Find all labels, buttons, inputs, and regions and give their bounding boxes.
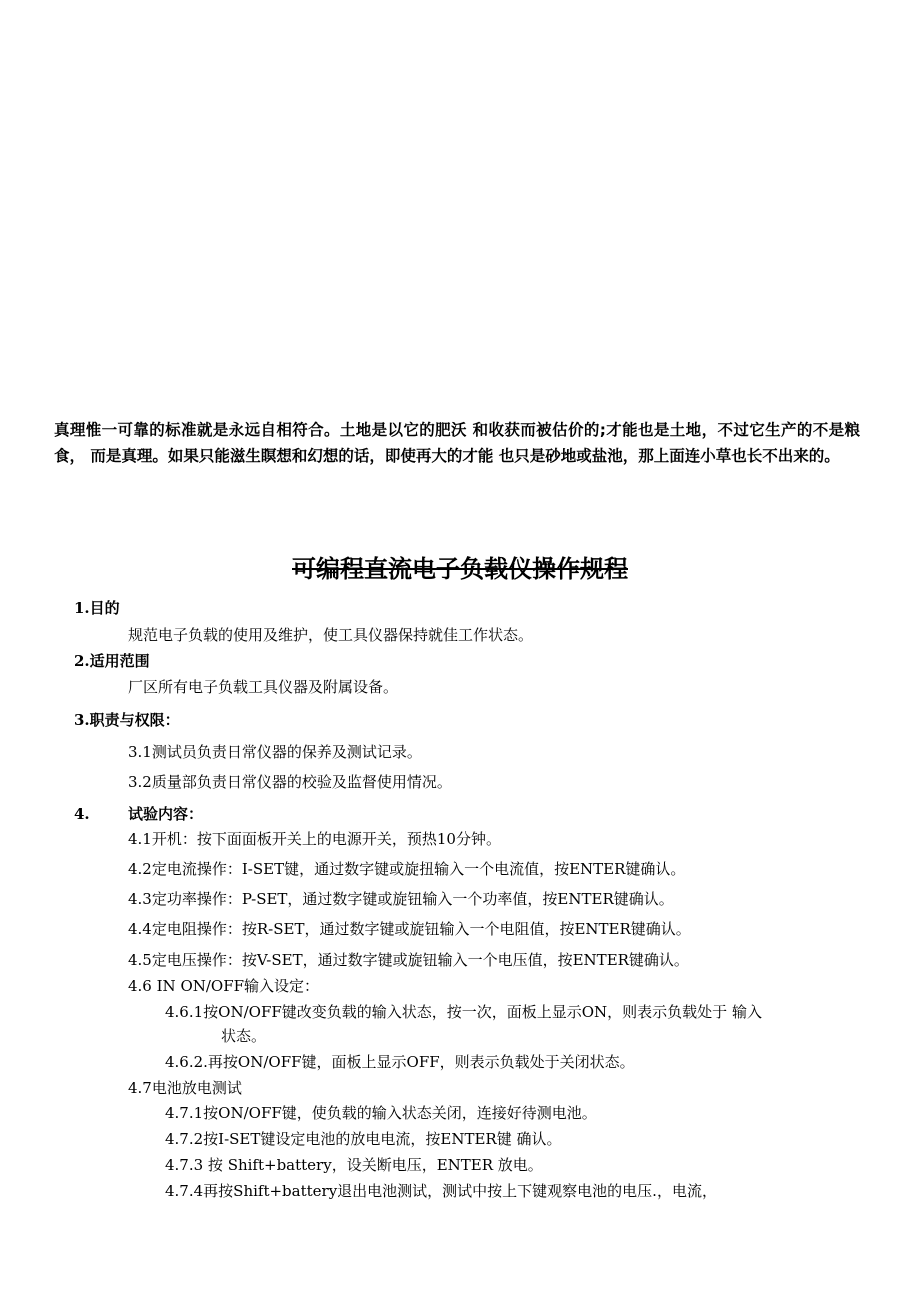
item-3-2: 3.2质量部负责日常仪器的校验及监督使用情况。 xyxy=(128,773,452,791)
item-4-6-1: 4.6.1按ON/OFF键改变负载的输入状态，按一次，面板上显示ON，则表示负载处于 输入 xyxy=(165,1003,762,1021)
item-4-1: 4.1开机：按下面面板开关上的电源开关，预热10分钟。 xyxy=(128,830,501,848)
item-4-7-3: 4.7.3 按 Shift+battery，设关断电压，ENTER 放电。 xyxy=(165,1156,543,1174)
section-4-heading: 试验内容： xyxy=(128,805,204,823)
section-1-heading: 1.目的 xyxy=(74,599,120,617)
item-4-7-2: 4.7.2按I-SET键设定电池的放电电流，按ENTER键 确认。 xyxy=(165,1130,562,1148)
document-title: 可编程直流电子负载仪操作规程 xyxy=(292,555,628,583)
section-2-text: 厂区所有电子负载工具仪器及附属设备。 xyxy=(128,678,399,696)
section-4-number: 4. xyxy=(74,805,90,823)
section-1-text: 规范电子负载的使用及维护，使工具仪器保持就佳工作状态。 xyxy=(128,626,534,644)
item-4-7-1: 4.7.1按ON/OFF键，使负载的输入状态关闭，连接好待测电池。 xyxy=(165,1104,597,1122)
section-2-heading: 2.适用范围 xyxy=(74,652,150,670)
section-3-heading: 3.职责与权限： xyxy=(74,711,180,729)
item-4-5: 4.5定电压操作：按V-SET，通过数字键或旋钮输入一个电压值，按ENTER键确认。 xyxy=(128,951,689,969)
item-4-7-4: 4.7.4再按Shift+battery退出电池测试，测试中按上下键观察电池的电压.，电流， xyxy=(165,1182,717,1200)
quote-paragraph: 真理惟一可靠的标准就是永远自相符合。土地是以它的肥沃 和收获而被估价的;才能也是土地，不过它生产的不是粮食， 而是真理。如果只能滋生瞑想和幻想的话，即使再大的才能 也只是砂地或盐池，那上面连小草也长不出来的。 xyxy=(54,421,860,465)
item-3-1: 3.1测试员负责日常仪器的保养及测试记录。 xyxy=(128,743,422,761)
item-4-4: 4.4定电阻操作：按R-SET，通过数字键或旋钮输入一个电阻值，按ENTER键确认。 xyxy=(128,920,691,938)
item-4-6: 4.6 IN ON/OFF输入设定： xyxy=(128,977,320,995)
item-4-6-1-continued: 状态。 xyxy=(221,1027,267,1045)
item-4-2: 4.2定电流操作：I-SET键，通过数字键或旋扭输入一个电流值，按ENTER键确认。 xyxy=(128,860,686,878)
item-4-6-2: 4.6.2.再按ON/OFF键，面板上显示OFF，则表示负载处于关闭状态。 xyxy=(165,1053,635,1071)
item-4-3: 4.3定功率操作：P-SET，通过数字键或旋钮输入一个功率值，按ENTER键确认。 xyxy=(128,890,674,908)
item-4-7: 4.7电池放电测试 xyxy=(128,1079,242,1097)
